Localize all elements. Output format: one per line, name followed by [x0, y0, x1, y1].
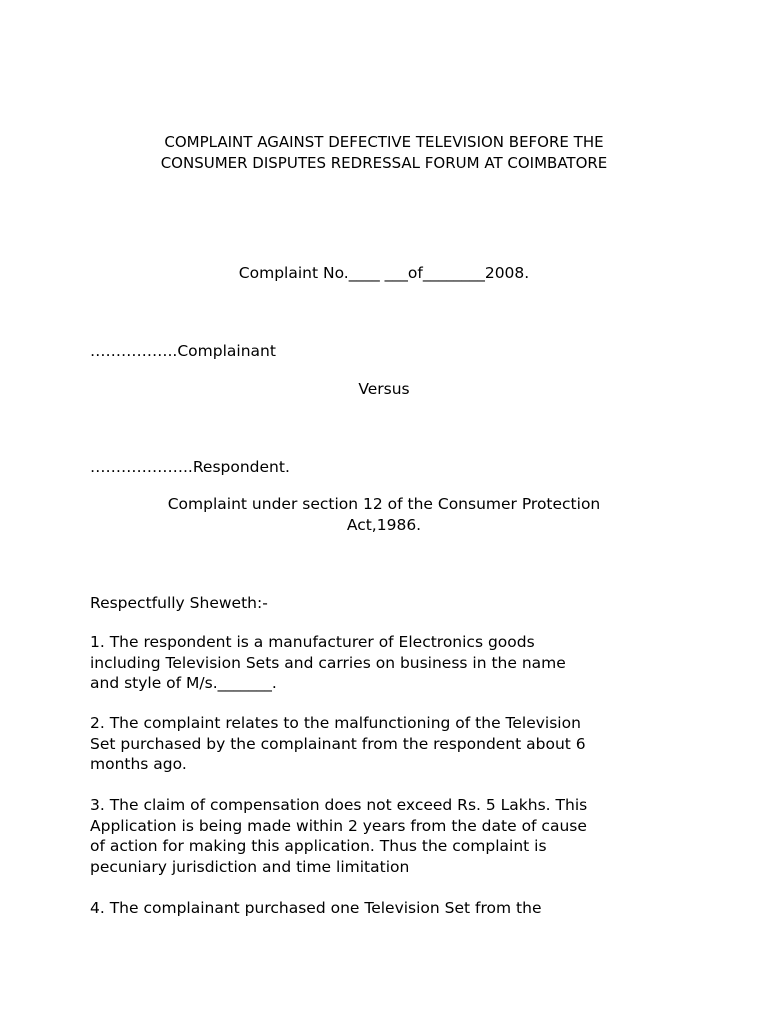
document-title-line-2: CONSUMER DISPUTES REDRESSAL FORUM AT COIMBATORE: [160, 154, 608, 172]
paragraph-line: pecuniary jurisdiction and time limitation: [90, 857, 410, 876]
document-title-line-1: COMPLAINT AGAINST DEFECTIVE TELEVISION BEFORE THE: [164, 133, 604, 151]
complainant-line: ……………..Complainant: [90, 342, 276, 360]
section-reference-line-2: Act,1986.: [346, 516, 422, 534]
respondent-line: ………………..Respondent.: [90, 458, 290, 476]
paragraph-line: of action for making this application. Thus the complaint is: [90, 837, 547, 855]
paragraph-1: [90, 632, 690, 694]
paragraph-line: months ago.: [90, 755, 187, 773]
paragraph-line: 4. The complainant purchased one Television Set from the: [90, 899, 542, 917]
salutation: Respectfully Sheweth:-: [90, 594, 268, 612]
paragraph-3: [90, 795, 690, 877]
paragraph-line: 3. The claim of compensation does not exceed Rs. 5 Lakhs. This: [90, 796, 588, 814]
paragraph-line: Application is being made within 2 years from the date of cause: [90, 816, 587, 835]
complaint-number: Complaint No.____ ___of________2008.: [238, 264, 530, 282]
paragraph-line: including Television Sets and carries on business in the name: [90, 653, 566, 672]
paragraph-line: Set purchased by the complainant from the respondent about 6: [90, 734, 586, 753]
section-reference-line-1: Complaint under section 12 of the Consumer Protection: [167, 495, 601, 513]
paragraph-line: 2. The complaint relates to the malfunctioning of the Television: [90, 714, 581, 732]
paragraph-2: [90, 713, 690, 775]
versus-heading: Versus: [358, 380, 410, 398]
paragraph-line: and style of M/s._______.: [90, 674, 277, 692]
paragraph-line: 1. The respondent is a manufacturer of Electronics goods: [90, 633, 535, 651]
paragraph-4: [90, 898, 690, 919]
